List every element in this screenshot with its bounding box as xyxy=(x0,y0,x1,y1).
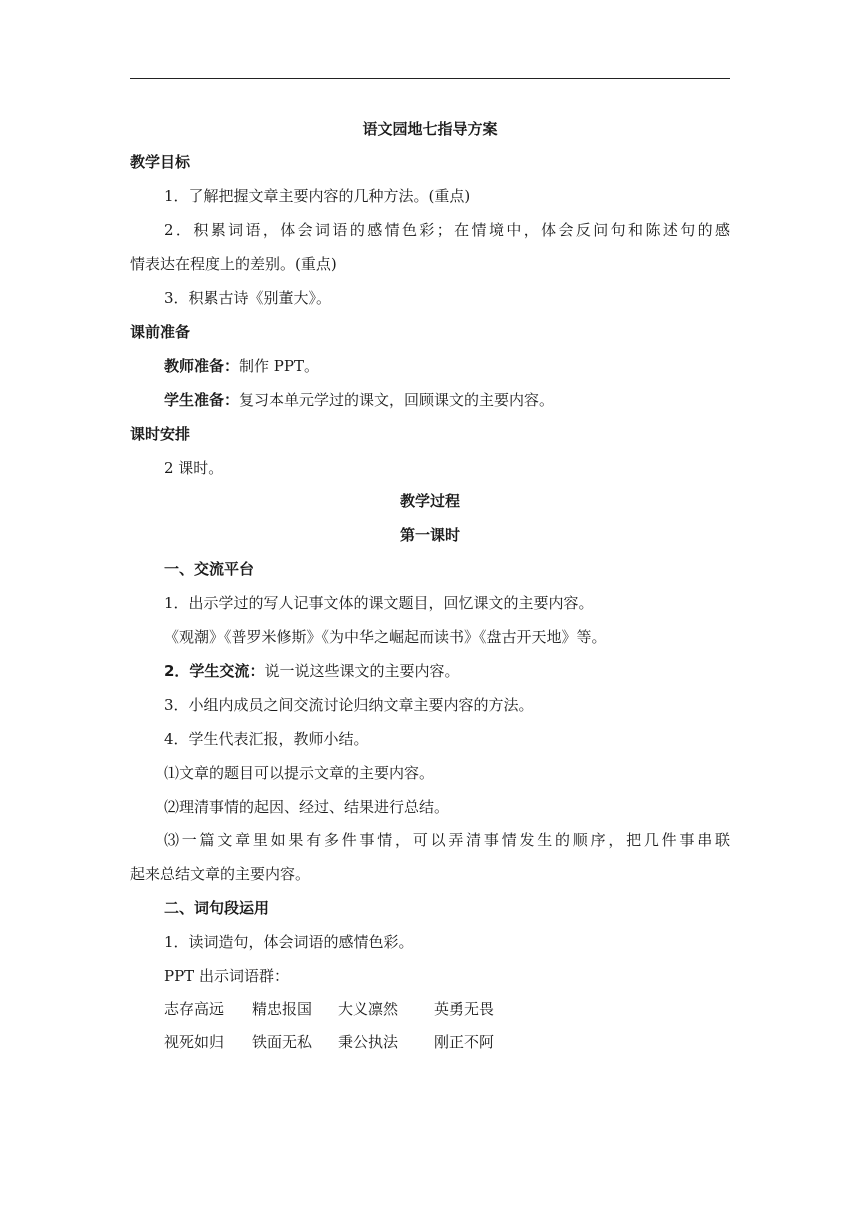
word-item: 铁面无私 xyxy=(252,1033,313,1051)
part-1-heading: 一、交流平台 xyxy=(164,560,255,578)
process-heading: 教学过程 xyxy=(399,492,460,510)
part-1-line-4: 3．小组内成员之间交流讨论归纳文章主要内容的方法。 xyxy=(164,696,534,714)
doc-title: 语文园地七指导方案 xyxy=(362,120,498,138)
schedule-text: 2 课时。 xyxy=(164,459,224,477)
word-item: 志存高远 xyxy=(164,1000,225,1018)
part-1-line-3 xyxy=(164,661,459,681)
part-2-line-2: PPT 出示词语群： xyxy=(164,967,289,985)
teacher-prep-label: 教师准备： xyxy=(164,357,240,375)
part-1-line-6: ⑴文章的题目可以提示文章的主要内容。 xyxy=(164,764,435,782)
student-exchange-text: 说一说这些课文的主要内容。 xyxy=(264,662,460,680)
section-heading-schedule: 课时安排 xyxy=(130,425,191,443)
word-row-2 xyxy=(164,1032,494,1052)
part-1-line-2: 《观潮》《普罗米修斯》《为中华之崛起而读书》《盘古开天地》等。 xyxy=(164,628,607,646)
student-prep-label: 学生准备： xyxy=(164,391,240,409)
word-item: 秉公执法 xyxy=(338,1033,399,1051)
part-1-line-9: 起来总结文章的主要内容。 xyxy=(130,865,311,883)
part-2-heading: 二、词句段运用 xyxy=(164,899,270,917)
header-rule xyxy=(130,78,730,79)
section-heading-goals: 教学目标 xyxy=(130,153,191,171)
student-prep-text: 复习本单元学过的课文，回顾课文的主要内容。 xyxy=(239,391,555,409)
teacher-prep-text: 制作 PPT。 xyxy=(239,357,319,375)
part-1-line-1: 1．出示学过的写人记事文体的课文题目，回忆课文的主要内容。 xyxy=(164,594,594,612)
lesson-1-heading: 第一课时 xyxy=(399,526,460,544)
word-item: 英勇无畏 xyxy=(434,1000,495,1018)
goal-item-1: 1．了解把握文章主要内容的几种方法。(重点) xyxy=(164,187,471,205)
goal-item-3: 3．积累古诗《别董大》。 xyxy=(164,289,332,307)
part-1-line-5: 4．学生代表汇报，教师小结。 xyxy=(164,730,369,748)
word-row-1 xyxy=(164,999,494,1019)
student-exchange-label: 2．学生交流： xyxy=(164,662,265,680)
word-item: 精忠报国 xyxy=(252,1000,313,1018)
goal-item-2: 2．积累词语，体会词语的感情色彩；在情境中，体会反问句和陈述句的感 xyxy=(164,221,730,239)
student-prep xyxy=(164,390,554,410)
section-heading-prep: 课前准备 xyxy=(130,323,191,341)
word-item: 刚正不阿 xyxy=(434,1033,495,1051)
teacher-prep xyxy=(164,356,319,376)
part-2-line-1: 1．读词造句，体会词语的感情色彩。 xyxy=(164,933,414,951)
word-item: 视死如归 xyxy=(164,1033,225,1051)
word-item: 大义凛然 xyxy=(338,1000,399,1018)
goal-item-2-cont: 情表达在程度上的差别。(重点) xyxy=(130,255,337,273)
part-1-line-7: ⑵理清事情的起因、经过、结果进行总结。 xyxy=(164,798,450,816)
part-1-line-8: ⑶一篇文章里如果有多件事情，可以弄清事情发生的顺序，把几件事串联 xyxy=(164,831,730,849)
